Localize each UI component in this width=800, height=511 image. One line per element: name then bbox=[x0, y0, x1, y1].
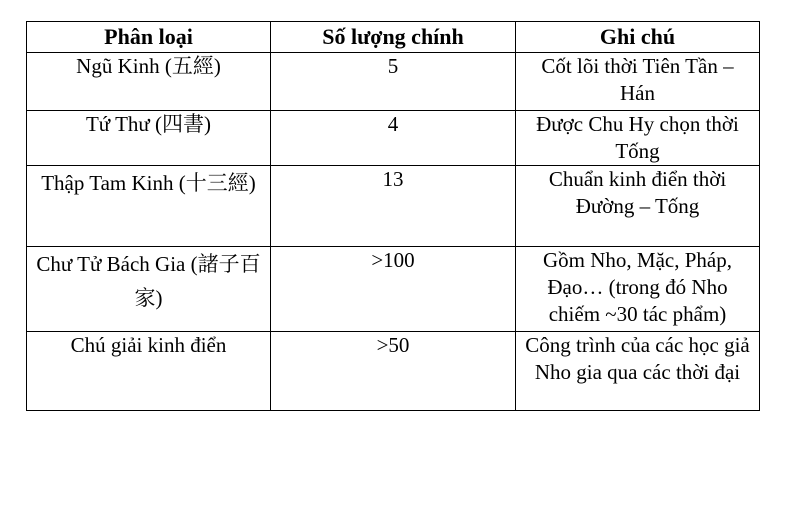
note-cell: Cốt lõi thời Tiên Tần – Hán bbox=[516, 53, 760, 111]
count-cell: >50 bbox=[271, 332, 516, 411]
table-row bbox=[27, 111, 760, 166]
table-row bbox=[27, 53, 760, 111]
header-category: Phân loại bbox=[27, 22, 271, 53]
category-cell: Tứ Thư (四書) bbox=[27, 111, 271, 166]
count-cell: 4 bbox=[271, 111, 516, 166]
note-cell: Gồm Nho, Mặc, Pháp, Đạo… (trong đó Nho chiếm ~30 tác phẩm) bbox=[516, 247, 760, 332]
table-row bbox=[27, 332, 760, 411]
header-note: Ghi chú bbox=[516, 22, 760, 53]
count-cell: >100 bbox=[271, 247, 516, 332]
count-cell: 5 bbox=[271, 53, 516, 111]
category-cell: Chư Tử Bách Gia (諸子百家) bbox=[27, 247, 271, 332]
header-row bbox=[27, 22, 760, 53]
count-cell: 13 bbox=[271, 166, 516, 247]
category-cell: Chú giải kinh điển bbox=[27, 332, 271, 411]
category-cell: Thập Tam Kinh (十三經) bbox=[27, 166, 271, 247]
note-cell: Chuẩn kinh điển thời Đường – Tống bbox=[516, 166, 760, 247]
table-row bbox=[27, 247, 760, 332]
note-cell: Được Chu Hy chọn thời Tống bbox=[516, 111, 760, 166]
table-row bbox=[27, 166, 760, 247]
header-count: Số lượng chính bbox=[271, 22, 516, 53]
category-cell: Ngũ Kinh (五經) bbox=[27, 53, 271, 111]
classics-table bbox=[26, 21, 760, 411]
note-cell: Công trình của các học giả Nho gia qua các thời đại bbox=[516, 332, 760, 411]
